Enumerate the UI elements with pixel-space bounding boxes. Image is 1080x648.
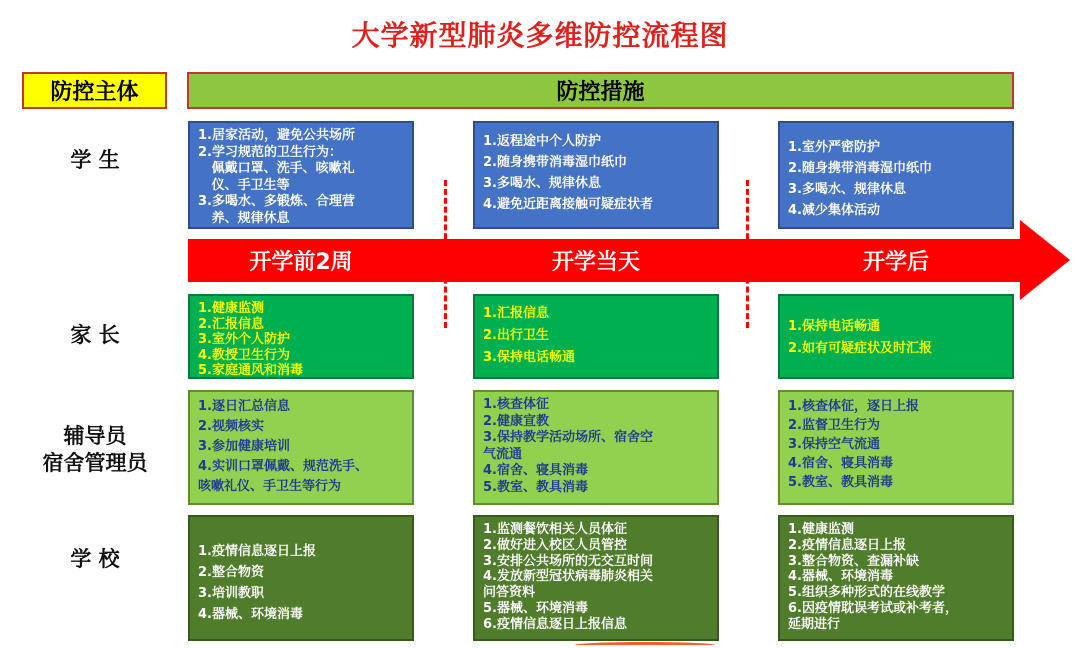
counselor-box-after <box>778 390 1014 505</box>
box-line: 3.室外个人防护 <box>198 332 290 347</box>
box-line: 2.视频核实 <box>198 419 264 434</box>
stage-after: 开学后 <box>862 250 929 275</box>
box-line: 4.减少集体活动 <box>788 203 880 218</box>
box-line: 6.因疫情耽误考试或补考者， <box>788 600 958 616</box>
box-line: 气流通 <box>483 446 523 462</box>
school-box-before <box>188 515 414 641</box>
page-title: 大学新型肺炎多维防控流程图 <box>351 19 729 52</box>
box-line: 1.监测餐饮相关人员体征 <box>483 522 627 537</box>
box-line: 1.汇报信息 <box>483 306 549 321</box>
row-label-counselor-line2: 宿舍管理员 <box>42 451 148 475</box>
box-line: 2.疫情信息逐日上报 <box>788 537 906 553</box>
box-line: 2.随身携带消毒湿巾纸巾 <box>483 155 627 170</box>
decorative-arc <box>575 642 715 648</box>
box-line: 咳嗽礼仪、手卫生等行为 <box>198 479 342 494</box>
row-label-counselor <box>20 423 170 477</box>
box-line: 5.器械、环境消毒 <box>483 600 588 616</box>
box-line: 3.保持电话畅通 <box>483 350 575 365</box>
box-line: 延期进行 <box>788 616 841 632</box>
box-line: 3.保持教学活动场所、宿舍空 <box>483 430 653 445</box>
box-line: 2.监督卫生行为 <box>788 418 880 433</box>
box-line: 3.多喝水、多锻炼、合理营 <box>198 194 355 209</box>
box-line: 4.器械、环境消毒 <box>788 569 893 585</box>
box-line: 1.健康监测 <box>198 301 264 316</box>
counselor-box-before <box>188 390 414 505</box>
box-line: 4.器械、环境消毒 <box>198 607 303 622</box>
row-label-school: 学 校 <box>70 547 120 571</box>
stage-day: 开学当天 <box>551 250 640 275</box>
box-line: 3.保持空气流通 <box>788 437 880 452</box>
box-line: 2.出行卫生 <box>483 328 549 343</box>
box-line: 3.安排公共场所的无交互时间 <box>483 553 653 569</box>
school-box-after <box>778 515 1014 641</box>
box-line: 4.宿舍、寝具消毒 <box>788 456 893 471</box>
parent-box-before <box>188 294 414 379</box>
row-label-parent: 家 长 <box>70 323 120 347</box>
box-line: 5.组织多种形式的在线教学 <box>788 585 945 601</box>
box-line: 1.居家活动，避免公共场所 <box>198 128 355 143</box>
student-box-day <box>473 121 719 229</box>
box-line: 2.健康宣教 <box>483 413 549 429</box>
box-line: 2.整合物资 <box>198 565 264 580</box>
counselor-box-day <box>473 390 719 505</box>
student-box-before <box>188 121 414 229</box>
box-line: 3.多喝水、规律休息 <box>483 176 601 191</box>
parent-box-day <box>473 294 719 379</box>
box-line: 5.教室、教具消毒 <box>788 475 893 490</box>
box-line: 1.返程途中个人防护 <box>483 134 601 149</box>
stage-before: 开学前2周 <box>249 250 353 275</box>
box-line: 2.汇报信息 <box>198 316 264 332</box>
box-line: 佩戴口罩、洗手、咳嗽礼 <box>198 161 355 176</box>
box-line: 1.核查体征 <box>483 397 549 412</box>
stage-divider <box>746 180 749 328</box>
box-line: 4.实训口罩佩戴、规范洗手、 <box>198 459 368 474</box>
box-line: 1.核查体征，逐日上报 <box>788 399 919 414</box>
box-line: 问答资料 <box>483 585 536 601</box>
box-line: 4.发放新型冠状病毒肺炎相关 <box>483 569 653 585</box>
box-line: 4.教授卫生行为 <box>198 347 290 363</box>
box-line: 3.培训教职 <box>198 586 264 601</box>
row-label-student: 学 生 <box>70 148 120 172</box>
box-line: 1.保持电话畅通 <box>788 319 880 334</box>
box-line: 1.逐日汇总信息 <box>198 399 290 414</box>
box-line: 1.室外严密防护 <box>788 140 880 155</box>
box-line: 4.避免近距离接触可疑症状者 <box>483 197 653 212</box>
row-label-counselor-line1: 辅导员 <box>63 424 127 448</box>
box-line: 4.宿舍、寝具消毒 <box>483 463 588 478</box>
box-line: 3.多喝水、规律休息 <box>788 182 906 197</box>
box-line: 2.做好进入校区人员管控 <box>483 537 627 553</box>
box-line: 2.随身携带消毒湿巾纸巾 <box>788 161 932 176</box>
box-line: 1.疫情信息逐日上报 <box>198 544 316 559</box>
box-line: 6.疫情信息逐日上报信息 <box>483 616 627 632</box>
box-line: 1.健康监测 <box>788 522 854 537</box>
box-line: 仪、手卫生等 <box>198 177 290 193</box>
box-line: 3.参加健康培训 <box>198 439 290 454</box>
header-subject: 防控主体 <box>22 72 167 109</box>
box-line: 5.家庭通风和消毒 <box>198 363 303 378</box>
student-box-after <box>778 121 1014 229</box>
box-line: 5.教室、教具消毒 <box>483 479 588 495</box>
box-line: 3.整合物资、查漏补缺 <box>788 553 919 569</box>
parent-box-after <box>778 294 1014 379</box>
box-line: 养、规律休息 <box>198 210 290 226</box>
stage-divider <box>444 180 447 328</box>
timeline-arrow-head <box>1020 220 1070 300</box>
school-box-day <box>473 515 719 641</box>
box-line: 2.如有可疑症状及时汇报 <box>788 341 932 356</box>
header-measures: 防控措施 <box>187 72 1014 109</box>
box-line: 2.学习规范的卫生行为： <box>198 144 342 160</box>
